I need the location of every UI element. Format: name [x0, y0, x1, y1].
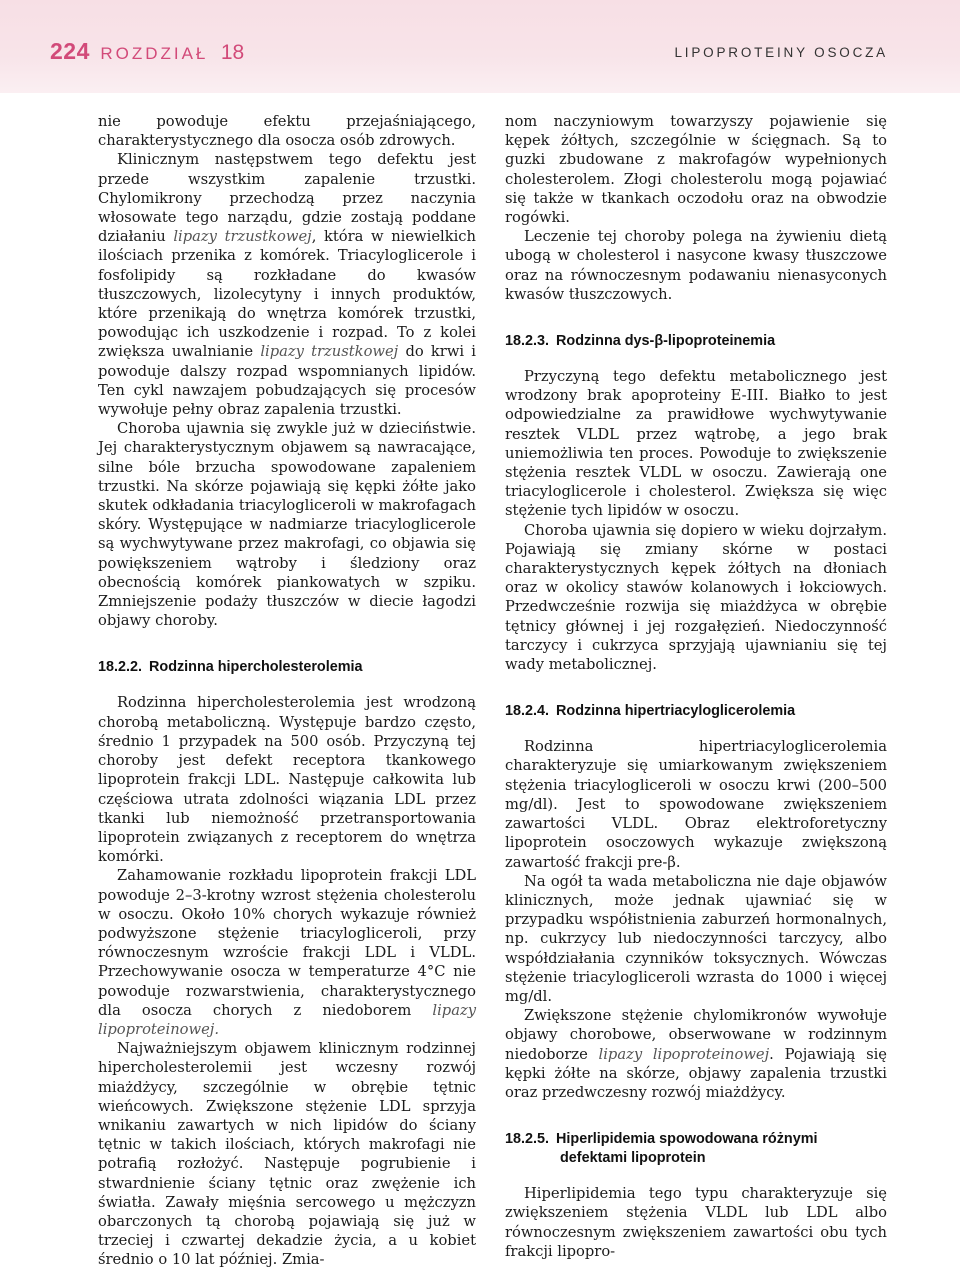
- paragraph: Rodzinna hipercholesterolemia jest wrodzoną chorobą metaboliczną. Występuje bardzo często, średnio 1 przypadek na 500 osób. Przyczyną tej choroby jest defekt receptora tkankowego lipoprotein frakcji LDL. Następuje całkowita lub częściowa utrata zdolności wiązania LDL przez tkanki lub niemożność przetransportowania lipoprotein związanych z receptorem do wnętrza komórki.: [98, 694, 476, 866]
- section-number: 18.2.4.: [505, 703, 550, 720]
- paragraph: Najważniejszym objawem klinicznym rodzinnej hipercholesterolemii jest wczesny rozwój miażdżycy, szczególnie w obrębie tętnic wieńcowych. Zwiększone stężenie LDL sprzyja wnikaniu zawartych w nich lipidów do ściany tętnic w takich ilościach, których makrofagi nie potrafią rozłożyć. Następuje pogrubienie i stwardnienie ściany tętnic oraz zwężenie ich światła. Zawały mięśnia sercowego u mężczyzn obarczonych tą chorobą pojawiają się już w trzeciej i czwartej dekadzie życia, a u kobiet średnio o 10 lat później. Zmia-: [98, 1040, 476, 1269]
- text-run: Zwiększone stężenie chylomikronów wywołuje objawy chorobowe, obserwowane w rodzinnym niedoborze: [505, 1007, 887, 1063]
- paragraph: Przyczyną tego defektu metabolicznego jest wrodzony brak apoproteiny E-III. Białko to jest odpowiedzialne za prawidłowe wychwytywanie resztek VLDL przez wątrobę, a jego brak uniemożliwia ten proces. Powoduje to zwiększenie stężenia resztek VLDL w osoczu. Zawierają one triacyloglicerole i cholesterol. Zwiększa się więc stężenie tych lipidów w osoczu.: [505, 368, 887, 520]
- chapter-number: 18: [220, 41, 245, 64]
- section-number: 18.2.5.: [505, 1131, 550, 1148]
- text-run: Klinicznym następstwem tego defektu jest przede wszystkim zapalenie trzustki. Chylomikrony przechodzą przez naczynia włosowate tego narządu, gdzie zostają poddane działaniu: [98, 151, 476, 246]
- section-heading-18-2-5: [505, 1130, 887, 1168]
- paragraph: [98, 866, 476, 1039]
- paragraph: nom naczyniowym towarzyszy pojawienie się kępek żółtych, szczególnie w ścięgnach. Są to guzki zbudowane z makrofagów wypełnionych cholesterolem. Złogi cholesterolu mogą pojawiać się także w tkankach oczodołu oraz na obwodzie rogówki.: [505, 113, 887, 227]
- paragraph: Rodzinna hipertriacyloglicerolemia charakteryzuje się umiarkowanym zwiększeniem stężenia triacylogliceroli w osoczu krwi (200–500 mg/dl). Jest to spowodowane zwiększeniem zawartości VLDL. Obraz elektroforetyczny lipoprotein osoczowych wykazuje zwiększoną zawartość frakcji pre-β.: [505, 738, 887, 871]
- text-run: . Pojawiają się kępki żółte na skórze, objawy zapalenia trzustki oraz przedwczesny rozwój miażdżycy.: [505, 1045, 887, 1101]
- right-column: [505, 112, 887, 1261]
- section-title: Hiperlipidemia spowodowana różnymi defektami lipoprotein: [556, 1131, 818, 1167]
- paragraph: [505, 1006, 887, 1102]
- section-title: Rodzinna hipercholesterolemia: [149, 659, 363, 676]
- section-number: 18.2.2.: [98, 659, 143, 676]
- section-title: Rodzinna dys-β-lipoproteinemia: [556, 333, 776, 350]
- paragraph: Hiperlipidemia tego typu charakteryzuje się zwiększeniem stężenia VLDL lub LDL albo równoczesnym zwiększeniem zawartości obu tych frakcji lipopro-: [505, 1185, 887, 1260]
- paragraph: Na ogół ta wada metaboliczna nie daje objawów klinicznych, może jednak ujawniać się w przypadku współistnienia zaburzeń hormonalnych, np. cukrzycy lub niedoczynności tarczycy, albo współdziałania czynników toksycznych. Wówczas stężenie triacylogliceroli wzrasta do 1000 i więcej mg/dl.: [505, 872, 887, 1005]
- left-column: [98, 112, 476, 1270]
- section-title: Rodzinna hipertriacyloglicerolemia: [556, 703, 796, 720]
- paragraph: [98, 150, 476, 419]
- section-number: 18.2.3.: [505, 333, 550, 350]
- page-number: 224: [50, 38, 90, 64]
- text-run: Zahamowanie rozkładu lipoprotein frakcji LDL powoduje 2–3-krotny wzrost stężenia cholesterolu w osoczu. Około 10% chorych wykazuje również podwyższone stężenie triacylogliceroli, przy równoczesnym wzroście frakcji LDL i VLDL. Przechowywanie osocza w temperaturze 4°C nie powoduje rozwarstwienia, charakterystycznego dla osocza chorych z niedoborem: [98, 867, 476, 1019]
- paragraph: nie powoduje efektu przejaśniającego, charakterystycznego dla osocza osób zdrowych.: [98, 113, 476, 150]
- paragraph: Choroba ujawnia się zwykle już w dzieciństwie. Jej charakterystycznym objawem są nawracające, silne bóle brzucha spowodowane zapaleniem trzustki. Na skórze pojawiają się kępki żółte jako skutek odkładania triacylogliceroli w makrofagach skóry. Występujące w nadmiarze triacyloglicerole są wychwytywane przez makrofagi, co objawia się powiększeniem wątroby i śledziony oraz obecnością komórek piankowatych w szpiku. Zmniejszenie podaży tłuszczów w diecie łagodzi objawy choroby.: [98, 420, 476, 630]
- text-run: , która w niewielkich ilościach przenika z komórek. Triacyloglicerole i fosfolipidy są rozkładane do kwasów tłuszczowych, lizolecytyny i innych produktów, które przenikają do wnętrza komórek trzustki, powodując ich uszkodzenie i rozpad. To z kolei zwiększa uwalnianie: [98, 228, 476, 361]
- section-heading-18-2-3: [505, 332, 887, 351]
- term-lipoprotein-lipase: lipazy lipoproteinowej.: [98, 1001, 476, 1038]
- section-heading-18-2-4: [505, 702, 887, 721]
- term-lipase: lipazy trzustkowej: [173, 228, 312, 246]
- term-lipase: lipazy trzustkowej: [260, 343, 399, 361]
- running-title: LIPOPROTEINY OSOCZA: [674, 45, 888, 60]
- page-header: [0, 0, 960, 93]
- paragraph: Choroba ujawnia się dopiero w wieku dojrzałym. Pojawiają się zmiany skórne w postaci charakterystycznych kępek żółtych na dłoniach oraz w okolicy stawów kolanowych i łokciowych. Przedwcześnie rozwija się miażdżyca w obrębie tętnicy głównej i jej rozgałęzień. Niedoczynność tarczycy i cukrzyca sprzyjają ujawnianiu się tej wady metabolicznej.: [505, 521, 887, 674]
- chapter-label: ROZDZIAŁ: [100, 44, 209, 63]
- header-left: [50, 38, 244, 65]
- paragraph: Leczenie tej choroby polega na żywieniu dietą ubogą w cholesterol i nasycone kwasy tłuszczowe oraz na równoczesnym podawaniu nienasyconych kwasów tłuszczowych.: [505, 228, 887, 303]
- text-run: do krwi i powoduje dalszy rozpad wspomnianych lipidów. Ten cykl nawzajem pobudzających się procesów wywołuje pełny obraz zapalenia trzustki.: [98, 343, 476, 419]
- section-heading-18-2-2: [98, 658, 476, 677]
- term-lipoprotein-lipase: lipazy lipoproteinowej: [598, 1045, 770, 1063]
